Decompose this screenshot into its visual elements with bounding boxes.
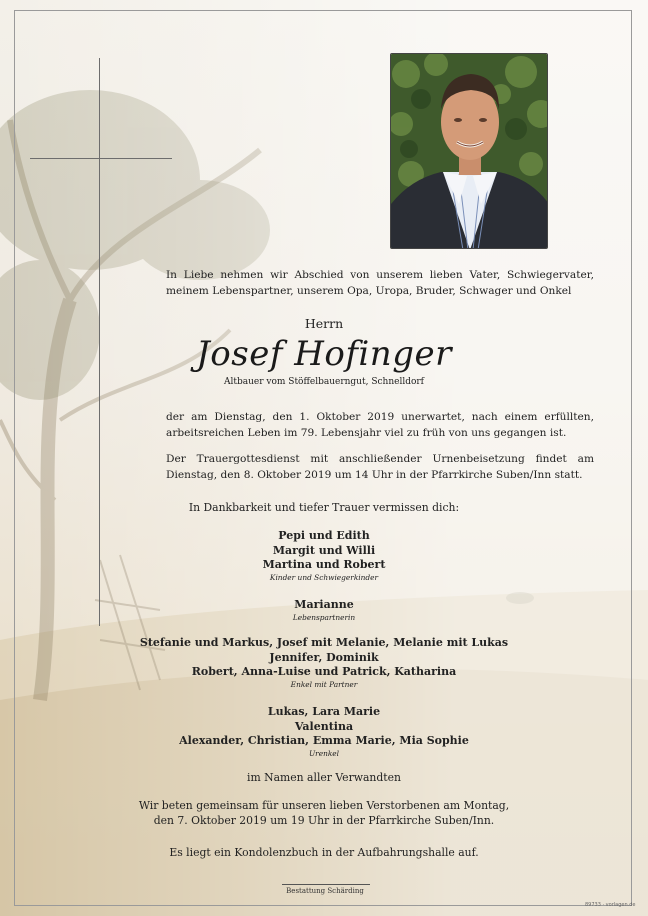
mourner-role: Lebenspartnerin	[292, 612, 356, 622]
mourner-names: Alexander, Christian, Emma Marie, Mia Sophie	[179, 734, 469, 747]
mourner-role: Kinder und Schwiegerkinder	[269, 572, 379, 582]
mourner-names: Stefanie und Markus, Josef mit Melanie, Melanie mit Lukas	[139, 636, 509, 649]
rosary-line-2: den 7. Oktober 2019 um 19 Uhr in der Pfarrkirche Suben/Inn.	[153, 814, 495, 827]
mourner-group-children	[40, 529, 608, 583]
intro-text: In Liebe nehmen wir Abschied von unserem lieben Vater, Schwiegervater, meinem Lebenspartner, unserem Opa, Uropa, Bruder, Schwager und Onkel	[166, 269, 594, 297]
mourner-group-partner	[40, 598, 608, 623]
mourner-names: Robert, Anna-Luise und Patrick, Katharina	[191, 665, 457, 678]
service-text: Der Trauergottesdienst mit anschließender Urnenbeisetzung findet am Dienstag, den 8. Oktober 2019 um 14 Uhr in der Pfarrkirche Suben/Inn statt.	[166, 453, 594, 481]
mourner-group-great-grandchildren	[40, 705, 608, 759]
mourner-names: Lukas, Lara Marie	[267, 705, 381, 718]
mourner-names: Martina und Robert	[262, 558, 386, 571]
footer-divider	[282, 884, 370, 885]
rosary-text	[40, 798, 608, 828]
death-text: der am Dienstag, den 1. Oktober 2019 unerwartet, nach einem erfüllten, arbeitsreichen Leben im 79. Lebensjahr viel zu früh von uns gegangen ist.	[166, 411, 594, 439]
mourner-role: Enkel mit Partner	[290, 679, 358, 689]
mourner-names: Marianne	[294, 598, 354, 611]
condolence-text: Es liegt ein Kondolenzbuch in der Aufbahrungshalle auf.	[169, 846, 479, 859]
portrait-photo	[390, 53, 548, 249]
rosary-line-1: Wir beten gemeinsam für unseren lieben Verstorbenen am Montag,	[138, 799, 510, 812]
mourner-names: Jennifer, Dominik	[269, 650, 379, 664]
thanks-line: In Dankbarkeit und tiefer Trauer vermissen dich:	[188, 501, 460, 514]
mourner-names: Margit und Willi	[272, 543, 376, 557]
deceased-name: Josef Hofinger	[196, 334, 452, 374]
mourner-role: Urenkel	[308, 748, 340, 758]
template-code: 89733 · vorlagen.de	[585, 902, 636, 908]
mourner-names: Pepi und Edith	[278, 529, 370, 542]
mourner-names: Valentina	[294, 719, 354, 733]
funeral-home: Bestattung Schärding	[286, 887, 364, 895]
deceased-subtitle: Altbauer vom Stöffelbauerngut, Schnelldorf	[223, 377, 425, 387]
relatives-line: im Namen aller Verwandten	[247, 771, 401, 784]
salutation: Herrn	[304, 316, 344, 331]
cross-icon-horizontal	[30, 158, 172, 159]
mourner-group-grandchildren	[40, 636, 608, 690]
